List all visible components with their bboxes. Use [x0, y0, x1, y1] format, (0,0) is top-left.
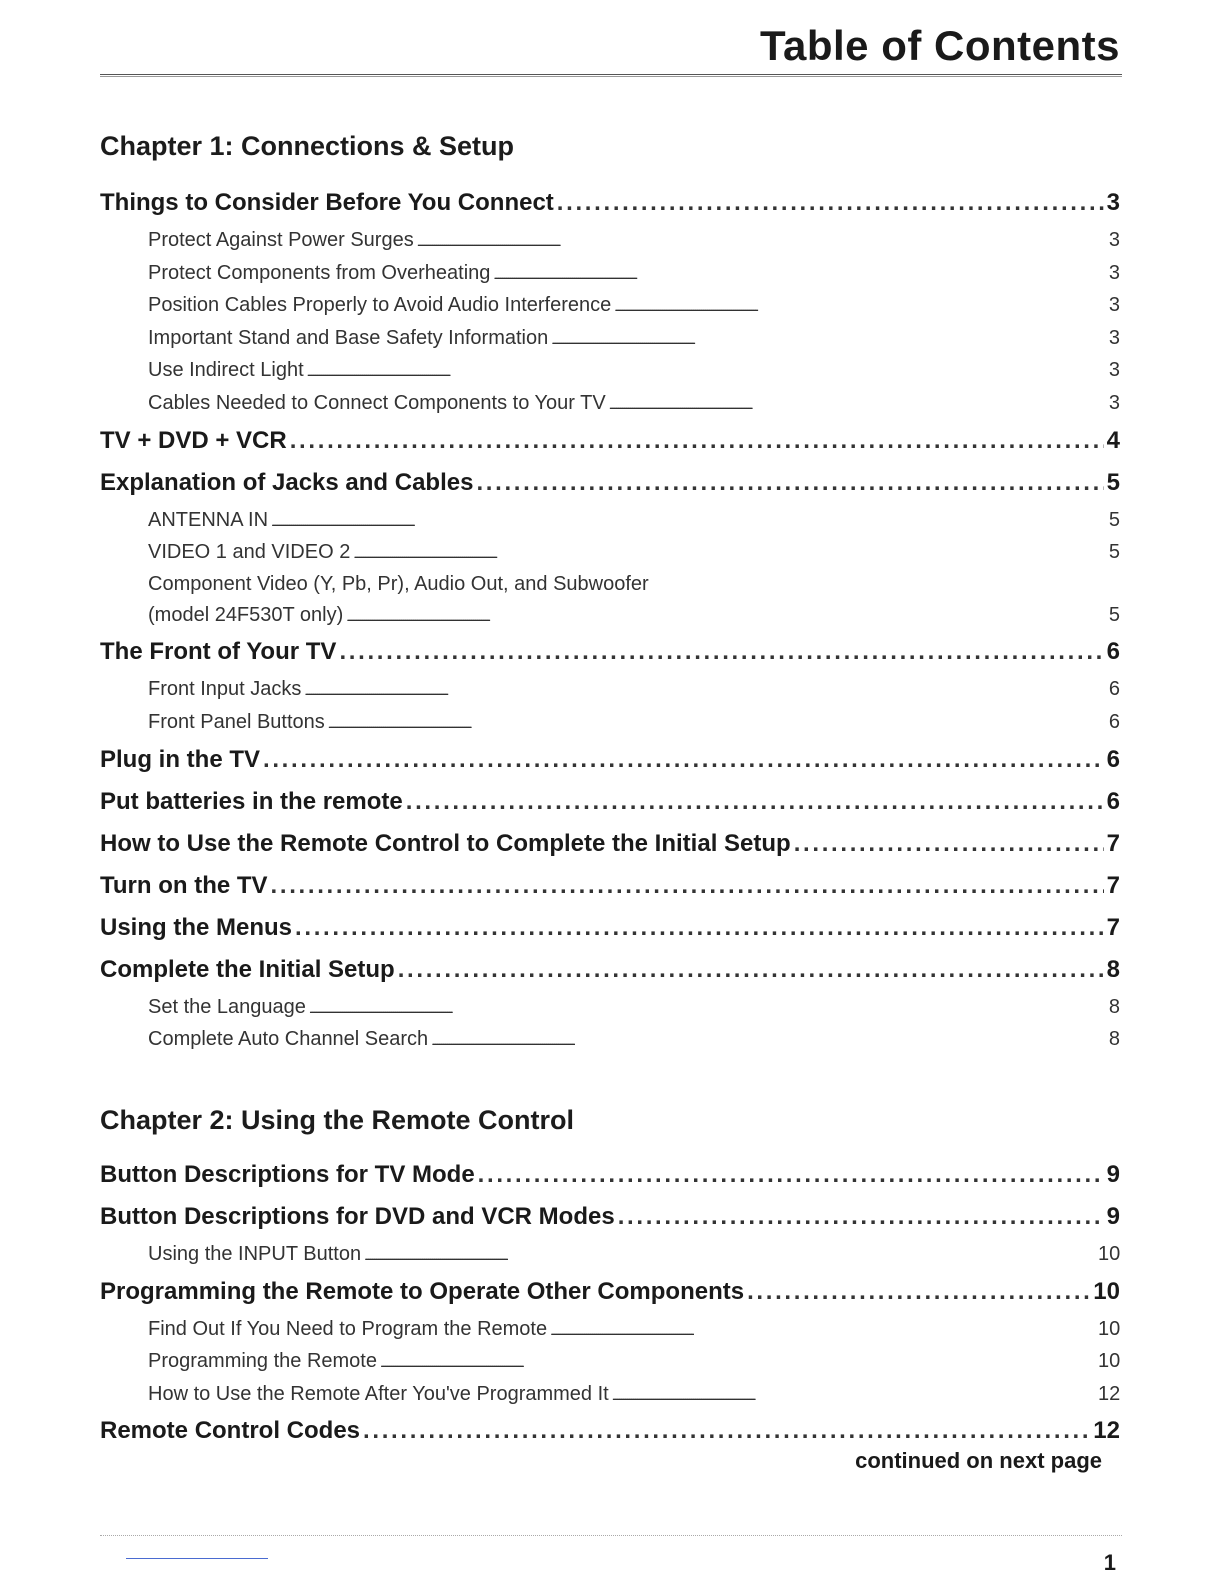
chapter-1-entries	[100, 182, 1120, 1056]
toc-subentry[interactable]: Programming the Remote . . . 10	[100, 1345, 1120, 1378]
toc-subentry[interactable]: Using the INPUT Button . . . 10	[100, 1238, 1120, 1271]
toc-entry[interactable]: Button Descriptions for DVD and VCR Modes . . . 9	[100, 1196, 1120, 1238]
toc-entry[interactable]: TV + DVD + VCR . . . 4	[100, 420, 1120, 462]
toc-subentry-line1[interactable]: Component Video (Y, Pb, Pr), Audio Out, and Subwoofer	[148, 572, 649, 595]
page-number: 1	[1103, 1550, 1116, 1575]
footer-divider	[100, 1535, 1122, 1536]
toc-entry[interactable]: Turn on the TV . . . 7	[100, 865, 1120, 907]
toc-entry[interactable]: Programming the Remote to Operate Other Components . . . 10	[100, 1271, 1120, 1313]
toc-subentry[interactable]: Important Stand and Base Safety Information . . . 3	[100, 322, 1120, 355]
toc-entry[interactable]: The Front of Your TV . . . 6	[100, 631, 1120, 673]
toc-entry[interactable]: Remote Control Codes . . . 12	[100, 1410, 1120, 1452]
toc-subentry[interactable]: Position Cables Properly to Avoid Audio Interference . . . 3	[100, 289, 1120, 322]
toc-subentry[interactable]: Complete Auto Channel Search . . . 8	[100, 1023, 1120, 1056]
toc-subentry[interactable]: VIDEO 1 and VIDEO 2 . . . 5	[100, 536, 1120, 569]
toc-entry[interactable]: Using the Menus . . . 7	[100, 907, 1120, 949]
toc-subentry[interactable]: Front Panel Buttons . . . 6	[100, 706, 1120, 739]
toc-subentry[interactable]: Protect Components from Overheating . . . 3	[100, 257, 1120, 290]
continued-note: continued on next page	[855, 1448, 1102, 1473]
toc-entry[interactable]: Put batteries in the remote . . . 6	[100, 781, 1120, 823]
toc-entry[interactable]: Complete the Initial Setup . . . 8	[100, 949, 1120, 991]
footer-link-line	[126, 1558, 268, 1559]
chapter-1-section	[100, 128, 1120, 164]
chapter-2-entries	[100, 1154, 1120, 1452]
toc-subentry[interactable]: ANTENNA IN . . . 5	[100, 504, 1120, 537]
chapter-2-section	[100, 1102, 1120, 1138]
toc-subentry[interactable]: Use Indirect Light . . . 3	[100, 354, 1120, 387]
toc-entry[interactable]: Explanation of Jacks and Cables . . . 5	[100, 462, 1120, 504]
toc-subentry[interactable]: Front Input Jacks . . . 6	[100, 673, 1120, 706]
toc-entry[interactable]: Button Descriptions for TV Mode . . . 9	[100, 1154, 1120, 1196]
title-divider	[100, 74, 1122, 77]
toc-entry[interactable]: How to Use the Remote Control to Complete the Initial Setup . . . 7	[100, 823, 1120, 865]
toc-entry[interactable]: Things to Consider Before You Connect . . . 3	[100, 182, 1120, 224]
toc-subentry[interactable]: (model 24F530T only) . . . 5	[100, 599, 1120, 632]
chapter-1-heading: Chapter 1: Connections & Setup	[100, 131, 515, 161]
toc-subentry[interactable]: Protect Against Power Surges . . . 3	[100, 224, 1120, 257]
toc-entry[interactable]: Plug in the TV . . . 6	[100, 739, 1120, 781]
toc-subentry[interactable]: Set the Language . . . 8	[100, 991, 1120, 1024]
chapter-2-heading: Chapter 2: Using the Remote Control	[100, 1105, 575, 1135]
toc-subentry[interactable]: Cables Needed to Connect Components to Your TV . . . 3	[100, 387, 1120, 420]
toc-subentry[interactable]: Find Out If You Need to Program the Remote . . . 10	[100, 1313, 1120, 1346]
toc-subentry[interactable]: How to Use the Remote After You've Programmed It . . . 12	[100, 1378, 1120, 1411]
page-title: Table of Contents	[759, 22, 1120, 69]
